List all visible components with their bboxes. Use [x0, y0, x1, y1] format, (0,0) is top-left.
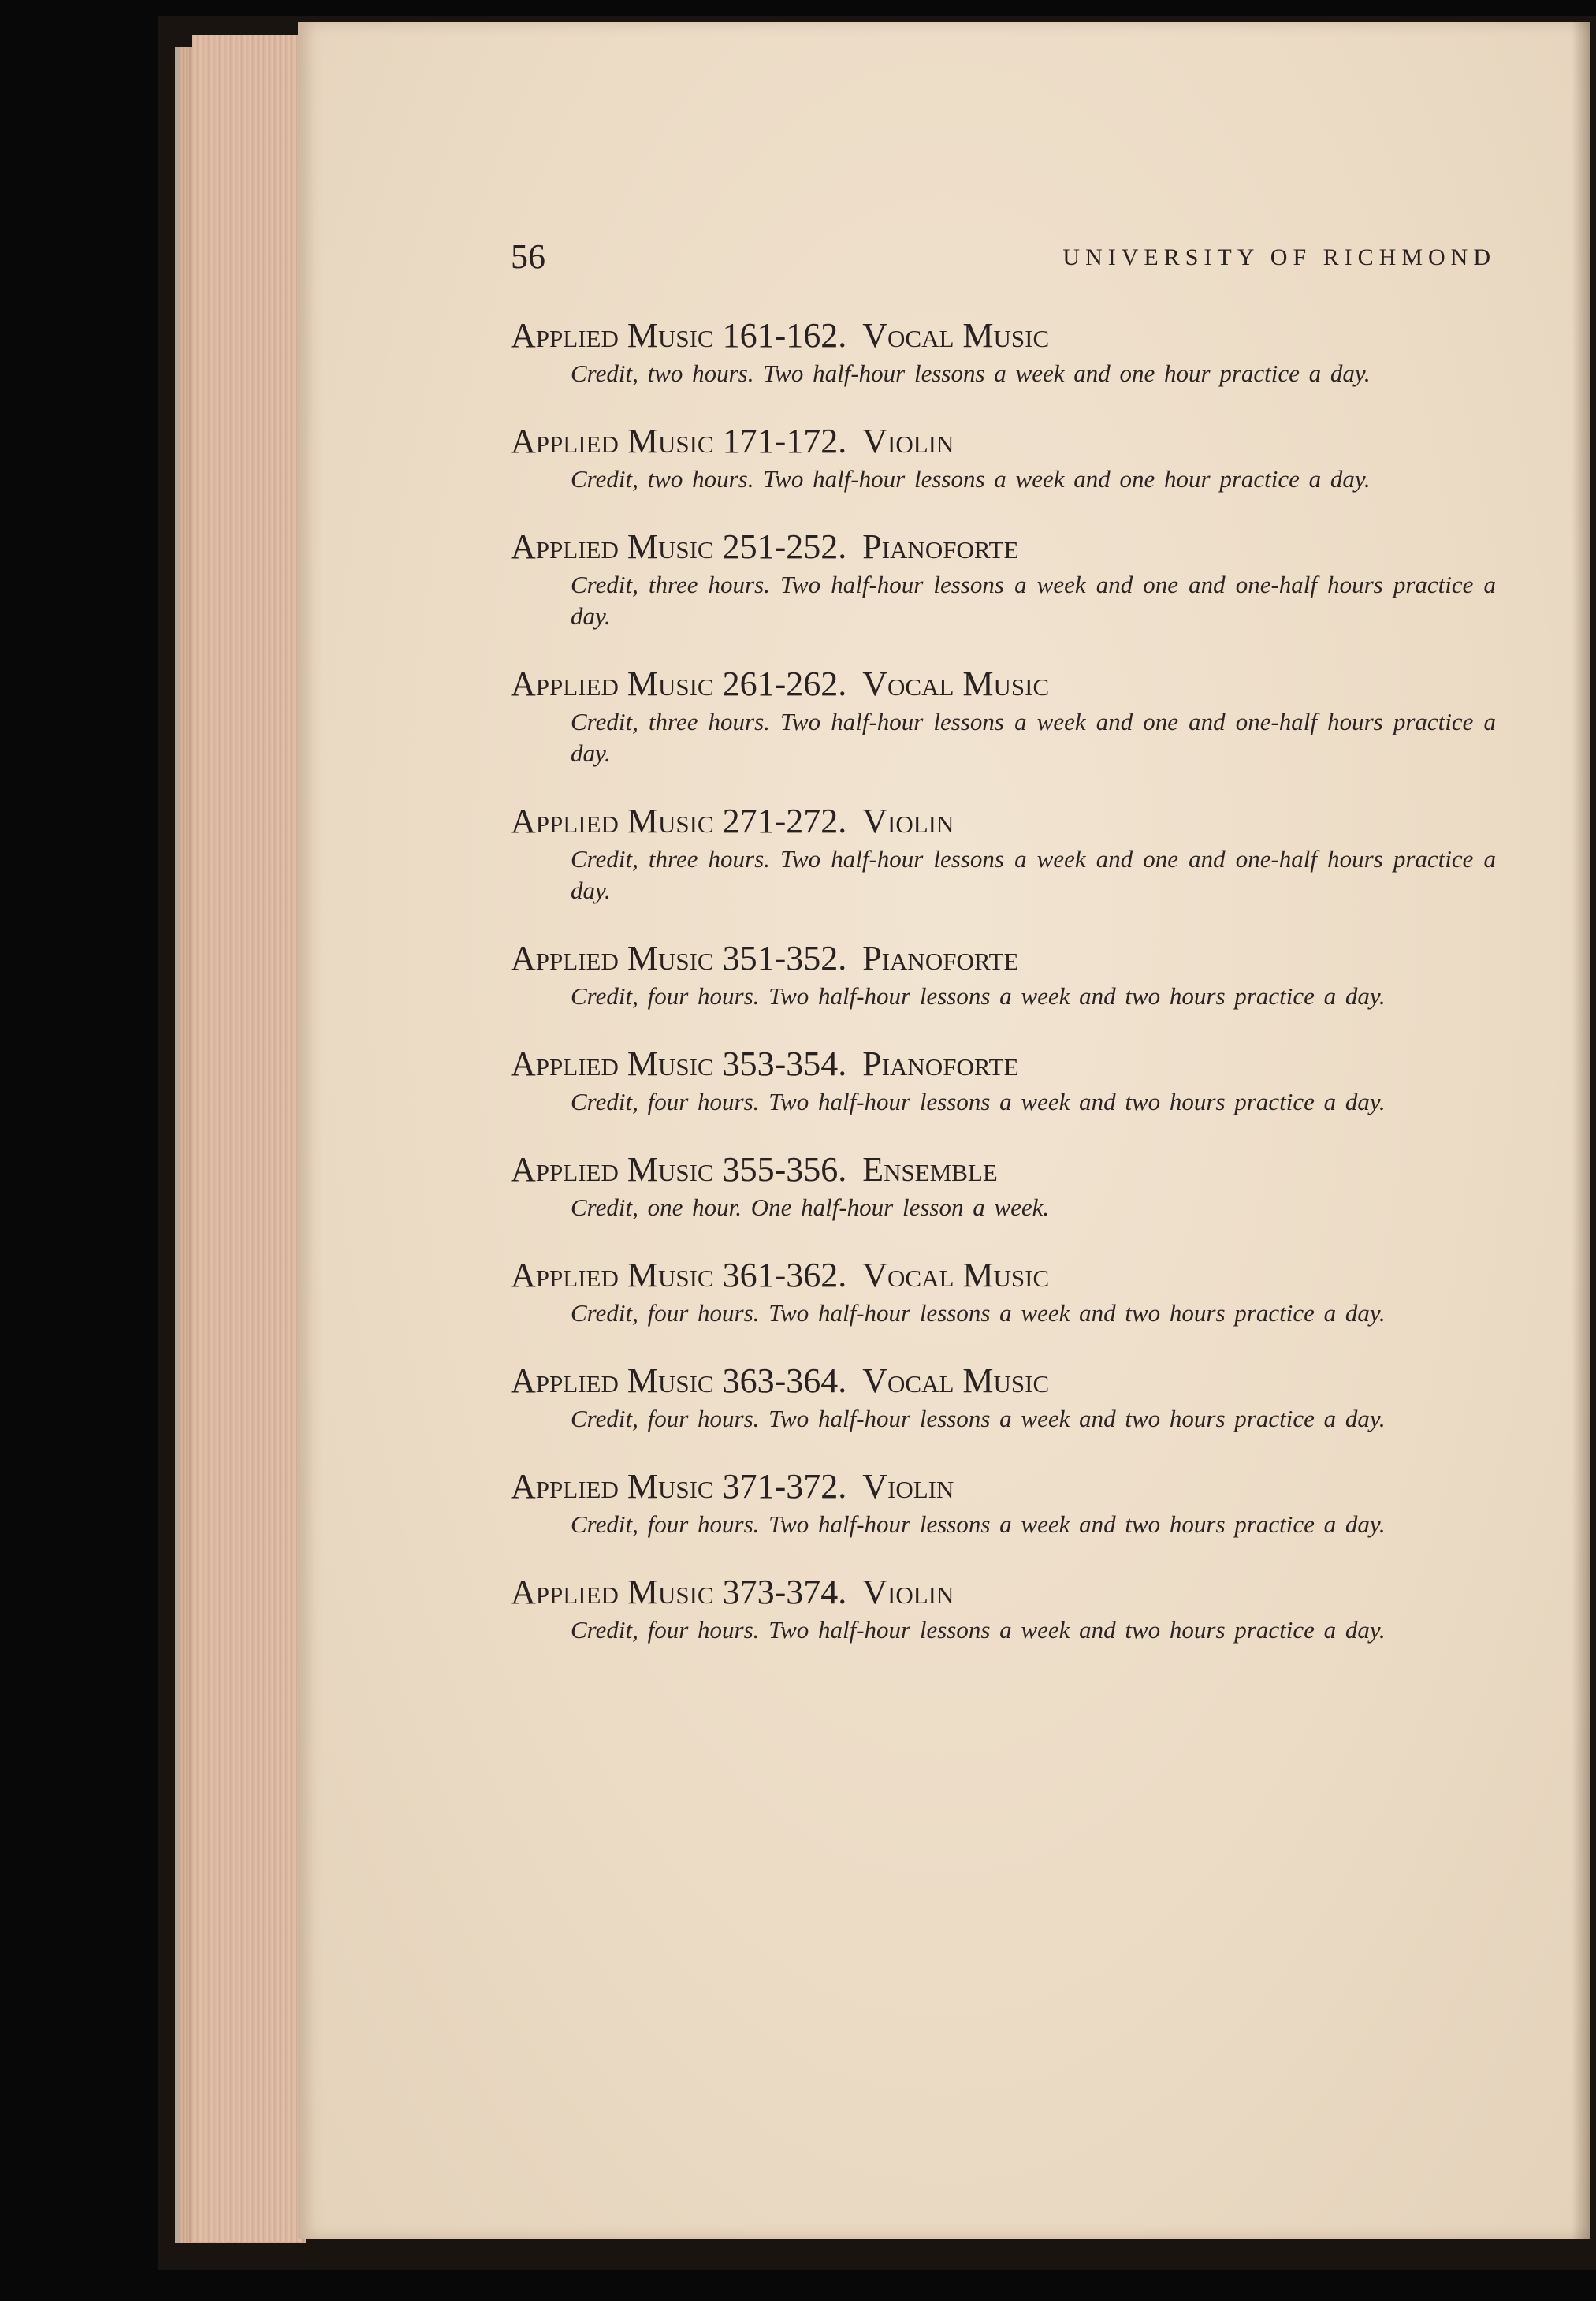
course-code: Applied Music 271-272.	[511, 802, 847, 840]
course-heading	[511, 419, 1496, 464]
course-heading	[511, 1465, 1496, 1509]
course-subject: Pianoforte	[862, 527, 1019, 566]
course-description: Credit, four hours. Two half-hour lessons a week and two hours practice a day.	[571, 1299, 1386, 1327]
course-subject: Violin	[862, 802, 954, 840]
course-code: Applied Music 361-362.	[511, 1256, 847, 1294]
course-heading	[511, 314, 1496, 358]
page-gutter	[1572, 22, 1590, 2239]
course-entry	[511, 1359, 1496, 1435]
course-subject: Pianoforte	[862, 1044, 1019, 1083]
course-heading	[511, 936, 1496, 981]
course-description: Credit, three hours. Two half-hour lessons a week and one and one-half hours practice a day.	[571, 708, 1496, 767]
course-code: Applied Music 171-172.	[511, 422, 847, 460]
course-entry	[511, 1042, 1496, 1118]
course-subject: Vocal Music	[862, 1361, 1050, 1400]
course-heading	[511, 662, 1496, 706]
course-heading	[511, 1359, 1496, 1403]
course-description: Credit, four hours. Two half-hour lessons a week and two hours practice a day.	[571, 1405, 1386, 1432]
course-entry	[511, 662, 1496, 769]
course-subject: Violin	[862, 422, 954, 460]
course-description: Credit, three hours. Two half-hour lessons a week and one and one-half hours practice a day.	[571, 571, 1496, 630]
course-entry	[511, 1253, 1496, 1329]
course-description: Credit, three hours. Two half-hour lessons a week and one and one-half hours practice a day.	[571, 845, 1496, 904]
course-heading	[511, 1253, 1496, 1298]
course-code: Applied Music 371-372.	[511, 1467, 847, 1506]
course-description: Credit, one hour. One half-hour lesson a week.	[571, 1193, 1050, 1221]
course-heading	[511, 525, 1496, 569]
course-subject: Vocal Music	[862, 665, 1050, 703]
course-description: Credit, four hours. Two half-hour lessons a week and two hours practice a day.	[571, 1510, 1386, 1538]
course-entry	[511, 419, 1496, 495]
course-entry	[511, 314, 1496, 389]
course-subject: Violin	[862, 1467, 954, 1506]
course-code: Applied Music 261-262.	[511, 665, 847, 703]
course-description: Credit, four hours. Two half-hour lessons a week and two hours practice a day.	[571, 1088, 1386, 1115]
course-description: Credit, two hours. Two half-hour lessons a week and one hour practice a day.	[571, 465, 1371, 493]
header-title: UNIVERSITY OF RICHMOND	[1062, 244, 1496, 270]
course-entry	[511, 936, 1496, 1012]
page-edges-inner	[192, 35, 303, 2242]
course-code: Applied Music 251-252.	[511, 527, 847, 566]
running-head	[511, 236, 1496, 284]
course-entry	[511, 525, 1496, 632]
page-number: 56	[511, 237, 545, 276]
course-heading	[511, 1042, 1496, 1086]
course-code: Applied Music 351-352.	[511, 939, 847, 977]
course-description: Credit, two hours. Two half-hour lessons a week and one hour practice a day.	[571, 359, 1371, 387]
course-entry	[511, 1465, 1496, 1540]
course-heading	[511, 1570, 1496, 1614]
course-heading	[511, 1148, 1496, 1192]
course-code: Applied Music 355-356.	[511, 1150, 847, 1189]
course-entry	[511, 1570, 1496, 1646]
course-subject: Vocal Music	[862, 1256, 1050, 1294]
course-code: Applied Music 373-374.	[511, 1573, 847, 1611]
course-subject: Pianoforte	[862, 939, 1019, 977]
course-description: Credit, four hours. Two half-hour lessons a week and two hours practice a day.	[571, 1616, 1386, 1644]
course-description: Credit, four hours. Two half-hour lessons a week and two hours practice a day.	[571, 982, 1386, 1010]
course-subject: Ensemble	[862, 1150, 998, 1189]
course-code: Applied Music 161-162.	[511, 316, 847, 355]
course-code: Applied Music 363-364.	[511, 1361, 847, 1400]
course-subject: Vocal Music	[862, 316, 1050, 355]
course-list	[511, 314, 1496, 1676]
course-heading	[511, 799, 1496, 843]
course-code: Applied Music 353-354.	[511, 1044, 847, 1083]
course-entry	[511, 799, 1496, 907]
course-subject: Violin	[862, 1573, 954, 1611]
course-entry	[511, 1148, 1496, 1223]
